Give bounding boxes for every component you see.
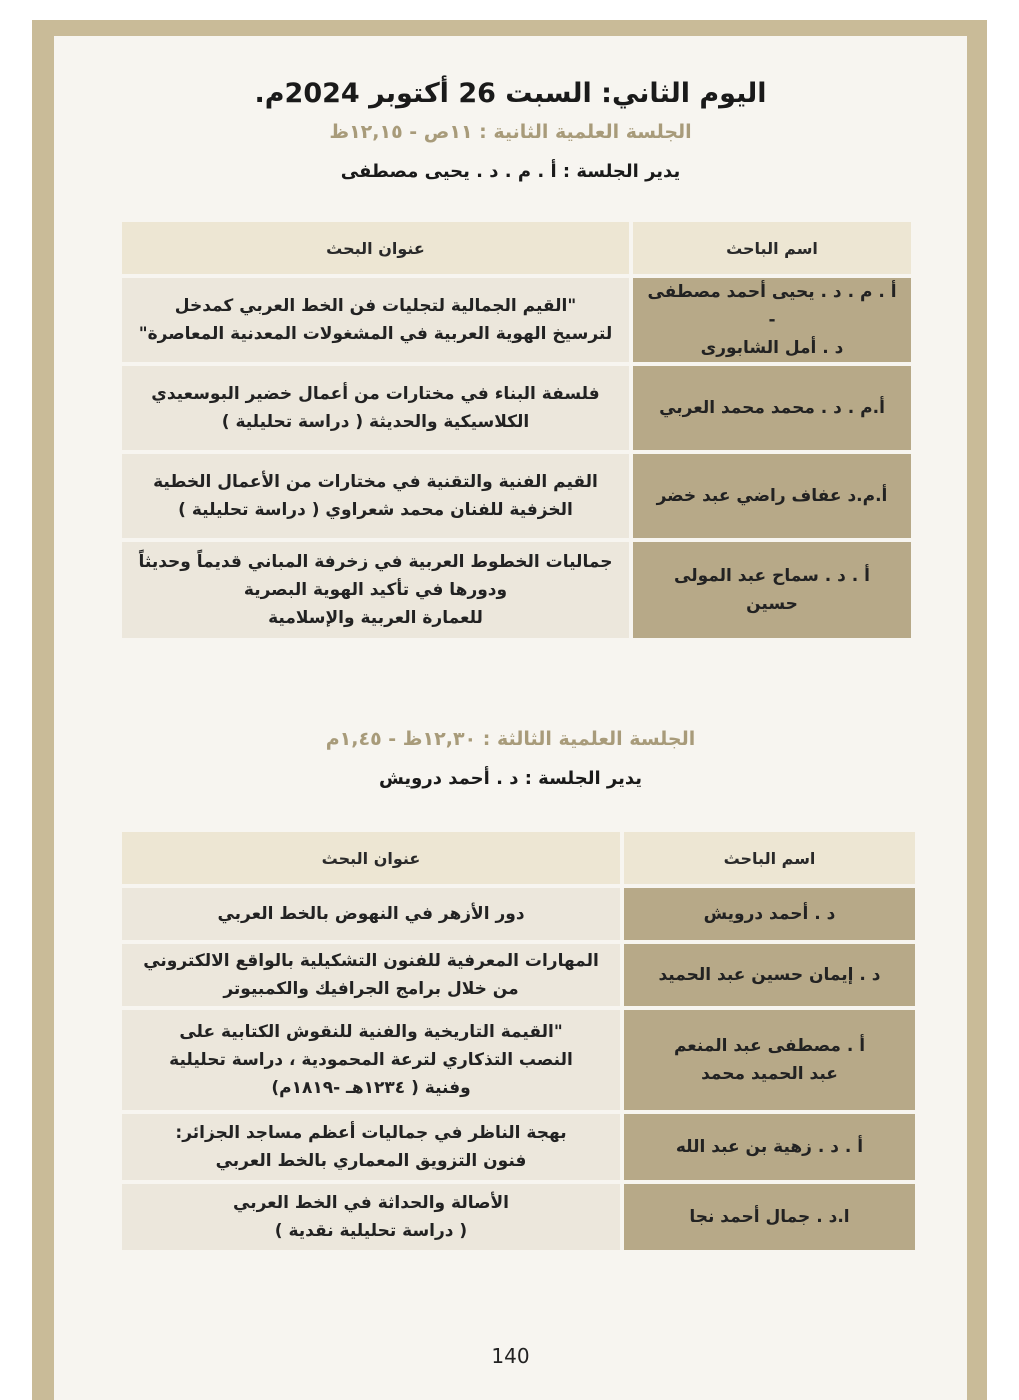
document-page	[54, 36, 967, 1400]
session2-title: الجلسة العلمية الثانية : ١١ص - ١٢,١٥ظ	[329, 121, 692, 143]
header-researcher-name: اسم الباحث	[629, 222, 911, 274]
paper-title-cell	[122, 944, 620, 1006]
paper-title-line: "القيمة التاريخية والفنية للنقوش الكتابية على	[179, 1022, 563, 1042]
paper-title-line: الخزفية للفنان محمد شعراوي ( دراسة تحليلية )	[178, 500, 573, 520]
paper-title-cell	[122, 1114, 620, 1180]
paper-title-line: الأصالة والحداثة في الخط العربي	[233, 1193, 509, 1213]
paper-title-line: وفنية ( ١٢٣٤هـ -١٨١٩م)	[271, 1078, 471, 1098]
table-row	[122, 888, 915, 940]
paper-title-line: الكلاسيكية والحديثة ( دراسة تحليلية )	[221, 412, 530, 432]
session2-chair: يدير الجلسة : أ . م . د . يحيى مصطفى	[340, 161, 681, 182]
paper-title-cell	[122, 278, 629, 362]
researcher-name-line: عبد الحميد محمد	[701, 1064, 838, 1084]
researcher-name-cell	[629, 542, 911, 638]
researcher-name-cell	[620, 888, 915, 940]
paper-title-line: من خلال برامج الجرافيك والكمبيوتر	[223, 979, 519, 999]
paper-title-line: دور الأزهر في النهوض بالخط العربي	[217, 904, 525, 924]
paper-title-line: للعمارة العربية والإسلامية	[268, 608, 483, 628]
paper-title-cell	[122, 1010, 620, 1110]
paper-title-line: ودورها في تأكيد الهوية البصرية	[243, 580, 508, 600]
header-paper-title: عنوان البحث	[122, 832, 620, 884]
paper-title-cell	[122, 454, 629, 538]
day-title: اليوم الثاني: السبت 26 أكتوبر 2024م.	[254, 78, 767, 109]
table-row	[122, 944, 915, 1006]
header-paper-title: عنوان البحث	[122, 222, 629, 274]
researcher-name-cell	[620, 1010, 915, 1110]
table-row	[122, 454, 911, 538]
researcher-name-line: د . أمل الشابورى	[700, 338, 844, 358]
researcher-name-cell	[620, 1114, 915, 1180]
researcher-name-line: أ . د . سماح عبد المولى حسين	[674, 566, 870, 614]
page-number: 140	[491, 1344, 530, 1368]
table-row	[122, 278, 911, 362]
session3-title: الجلسة العلمية الثالثة : ١٢,٣٠ظ - ١,٤٥م	[325, 728, 696, 750]
paper-title-line: فنون التزويق المعماري بالخط العربي	[215, 1151, 527, 1171]
table-row	[122, 1010, 915, 1110]
paper-title-line: "القيم الجمالية لتجليات فن الخط العربي كمدخل	[174, 296, 577, 316]
paper-title-line: النصب التذكاري لترعة المحمودية ، دراسة تحليلية	[169, 1050, 573, 1070]
researcher-name-line: أ.م . د . محمد محمد العربي	[659, 398, 885, 418]
paper-title-line: المهارات المعرفية للفنون التشكيلية بالواقع الالكتروني	[143, 951, 599, 971]
table-row	[122, 366, 911, 450]
researcher-name-line: ا.د . جمال أحمد نجا	[689, 1207, 850, 1227]
session3-chair: يدير الجلسة : د . أحمد درويش	[378, 768, 643, 789]
researcher-name-line: أ.م.د عفاف راضي عبد خضر	[656, 486, 888, 506]
researcher-name-cell	[620, 944, 915, 1006]
paper-title-line: لترسيخ الهوية العربية في المشغولات المعدنية المعاصرة"	[138, 324, 613, 344]
researcher-name-line: أ . د . زهية بن عبد الله	[675, 1137, 864, 1157]
researcher-name-cell	[629, 454, 911, 538]
paper-title-cell	[122, 888, 620, 940]
researcher-name-line: د . إيمان حسين عبد الحميد	[658, 965, 881, 985]
paper-title-cell	[122, 366, 629, 450]
researcher-name-line: د . أحمد درويش	[703, 904, 836, 924]
table-row	[122, 1114, 915, 1180]
researcher-name-line: أ . مصطفى عبد المنعم	[673, 1036, 866, 1056]
researcher-name-line: أ . م . د . يحيى أحمد مصطفى -	[647, 282, 897, 330]
header-researcher-name: اسم الباحث	[620, 832, 915, 884]
session3-table	[122, 828, 915, 1254]
paper-title-cell	[122, 542, 629, 638]
paper-title-line: ( دراسة تحليلية نقدية )	[274, 1221, 468, 1241]
researcher-name-cell	[629, 366, 911, 450]
table-row	[122, 1184, 915, 1250]
paper-title-line: بهجة الناظر في جماليات أعظم مساجد الجزائر:	[175, 1123, 567, 1143]
researcher-name-cell	[629, 278, 911, 362]
session2-table	[122, 218, 911, 642]
table-row	[122, 542, 911, 638]
researcher-name-cell	[620, 1184, 915, 1250]
paper-title-line: فلسفة البناء في مختارات من أعمال خضير البوسعيدي	[151, 384, 600, 404]
paper-title-line: القيم الفنية والتقنية في مختارات من الأعمال الخطية	[153, 472, 598, 492]
paper-title-cell	[122, 1184, 620, 1250]
paper-title-line: جماليات الخطوط العربية في زخرفة المباني قديماً وحديثاً	[138, 552, 613, 572]
